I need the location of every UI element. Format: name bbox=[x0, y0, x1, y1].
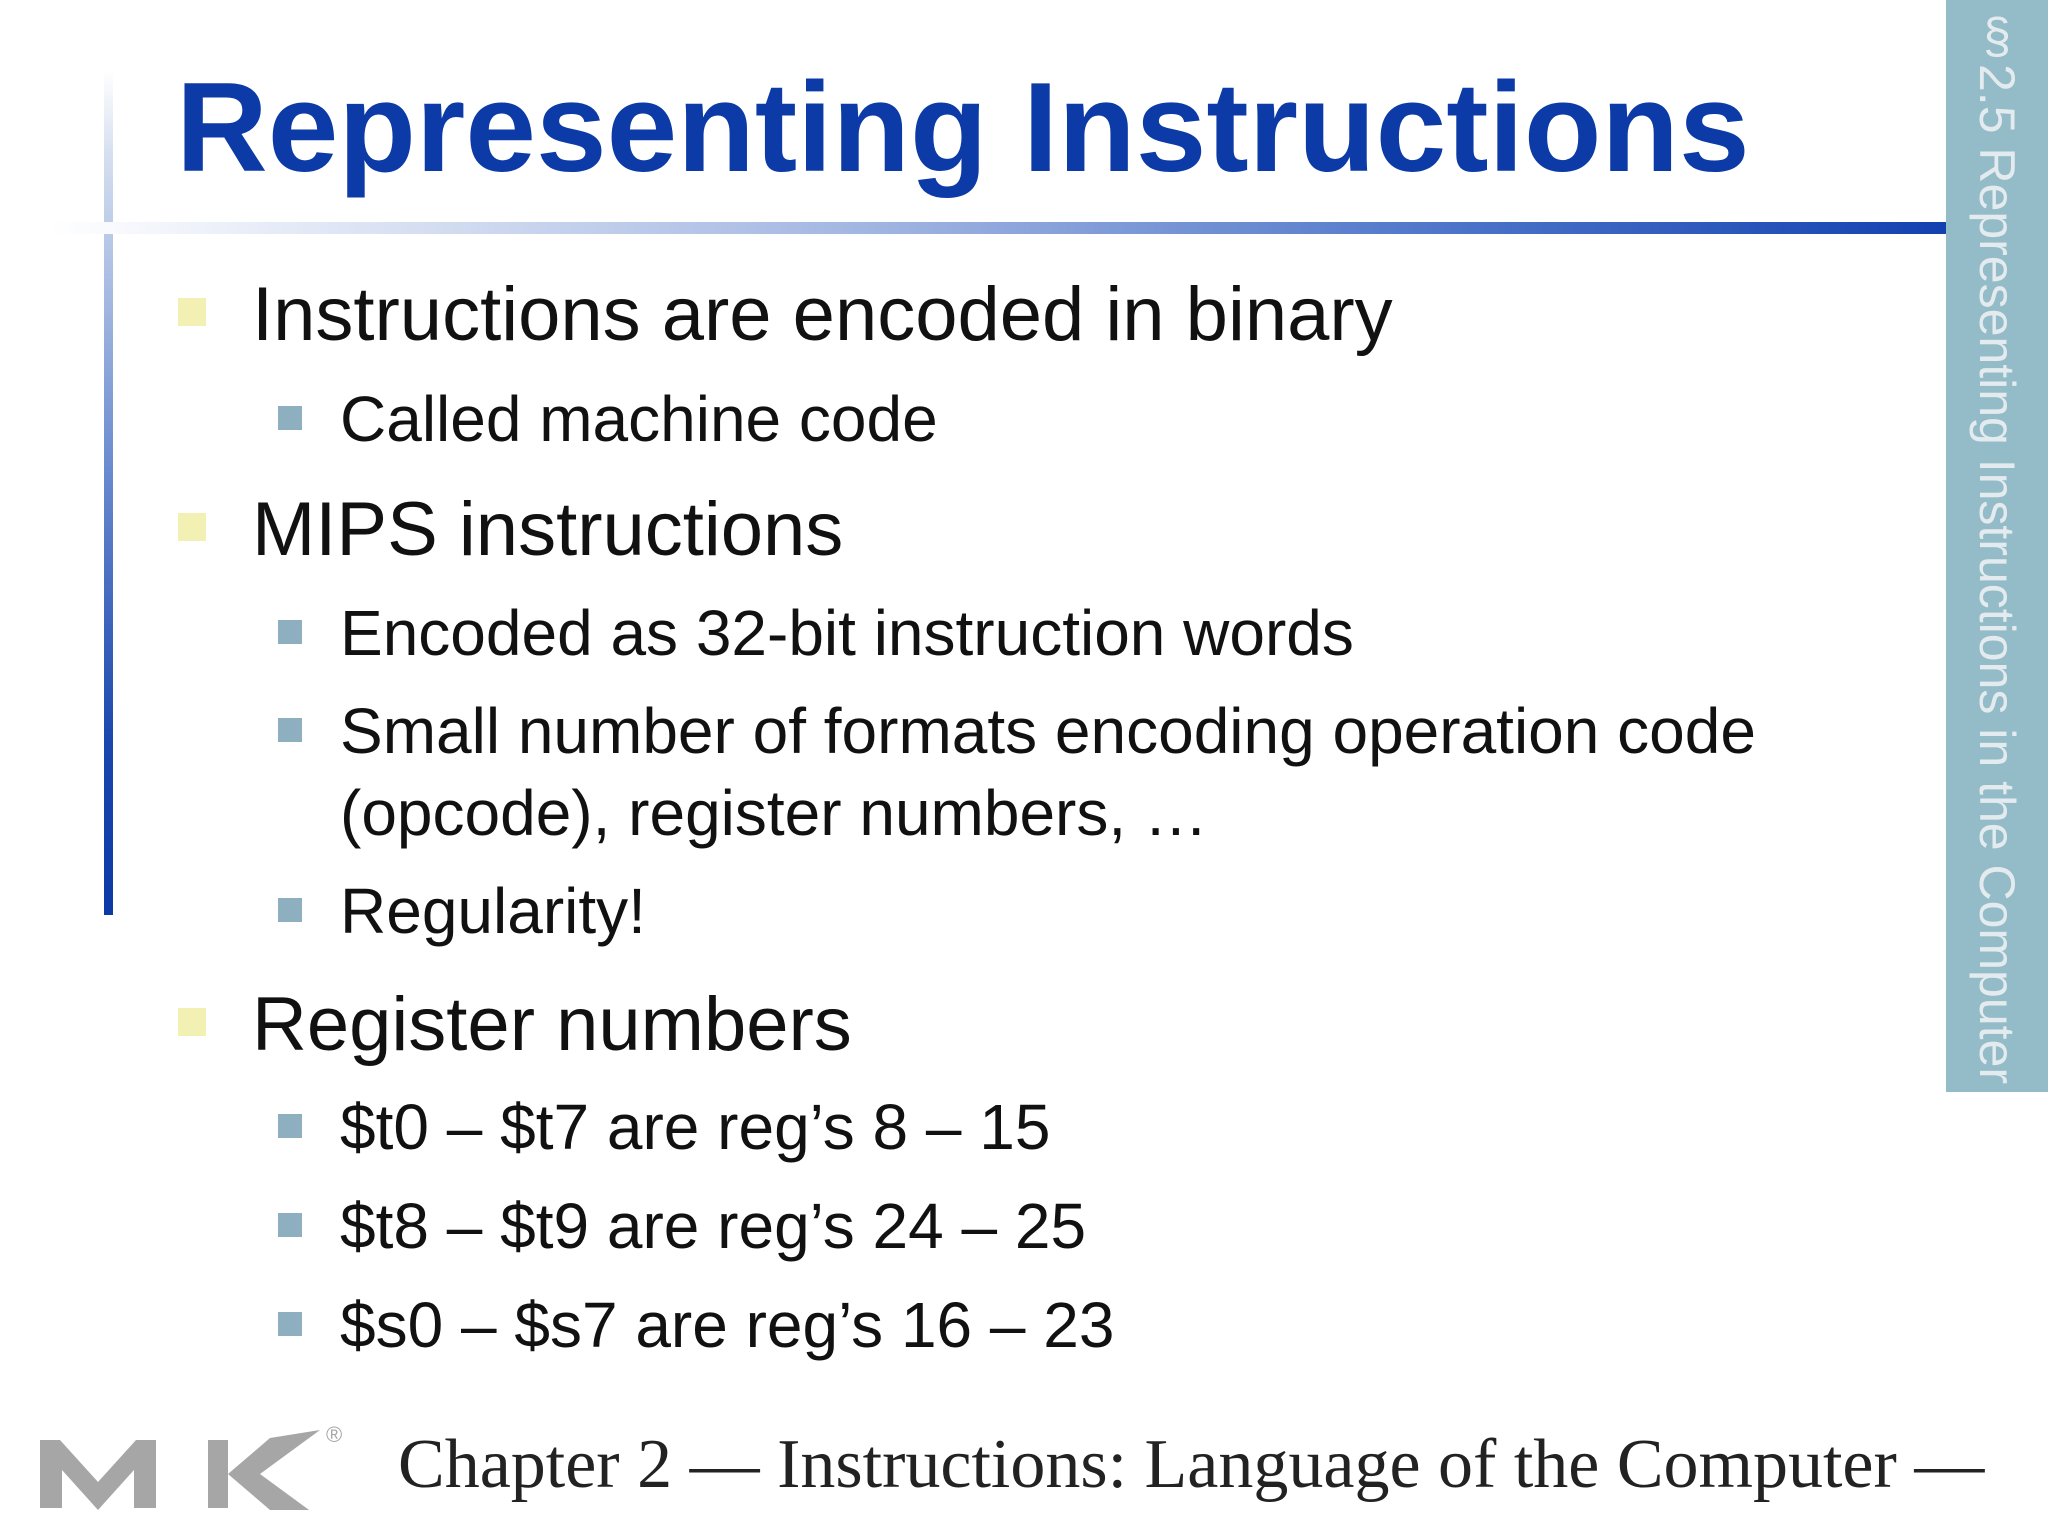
publisher-logo-icon bbox=[38, 1420, 358, 1510]
sub-bullet-item: $s0 – $s7 are reg’s 16 – 23 bbox=[340, 1289, 1115, 1361]
sub-bullet-marker-icon bbox=[278, 1213, 302, 1237]
bullet-marker-icon bbox=[178, 298, 206, 326]
sub-bullet-marker-icon bbox=[278, 1312, 302, 1336]
sub-bullet-item: Called machine code bbox=[340, 383, 938, 455]
bullet-item: Register numbers bbox=[252, 982, 852, 1067]
bullet-marker-icon bbox=[178, 513, 206, 541]
section-side-label: §2.5 Representing Instructions in the Computer bbox=[1969, 8, 2025, 1084]
sub-bullet-marker-icon bbox=[278, 1114, 302, 1138]
sub-bullet-item: Small number of formats encoding operation code bbox=[340, 695, 1756, 767]
slide-title: Representing Instructions bbox=[176, 56, 1750, 198]
sub-bullet-item: Encoded as 32-bit instruction words bbox=[340, 597, 1354, 669]
sub-bullet-marker-icon bbox=[278, 718, 302, 742]
logo-registered-mark: ® bbox=[326, 1422, 343, 1447]
sub-bullet-marker-icon bbox=[278, 406, 302, 430]
bullet-marker-icon bbox=[178, 1008, 206, 1036]
sub-bullet-item: $t0 – $t7 are reg’s 8 – 15 bbox=[340, 1091, 1051, 1163]
sub-bullet-item-continuation: (opcode), register numbers, … bbox=[340, 777, 1208, 849]
sub-bullet-item: $t8 – $t9 are reg’s 24 – 25 bbox=[340, 1190, 1087, 1262]
bullet-item: MIPS instructions bbox=[252, 487, 844, 572]
bullet-item: Instructions are encoded in binary bbox=[252, 272, 1393, 357]
sub-bullet-marker-icon bbox=[278, 898, 302, 922]
sub-bullet-item: Regularity! bbox=[340, 875, 646, 947]
footer-chapter-text: Chapter 2 — Instructions: Language of the Computer — bbox=[398, 1426, 1985, 1503]
sub-bullet-marker-icon bbox=[278, 620, 302, 644]
